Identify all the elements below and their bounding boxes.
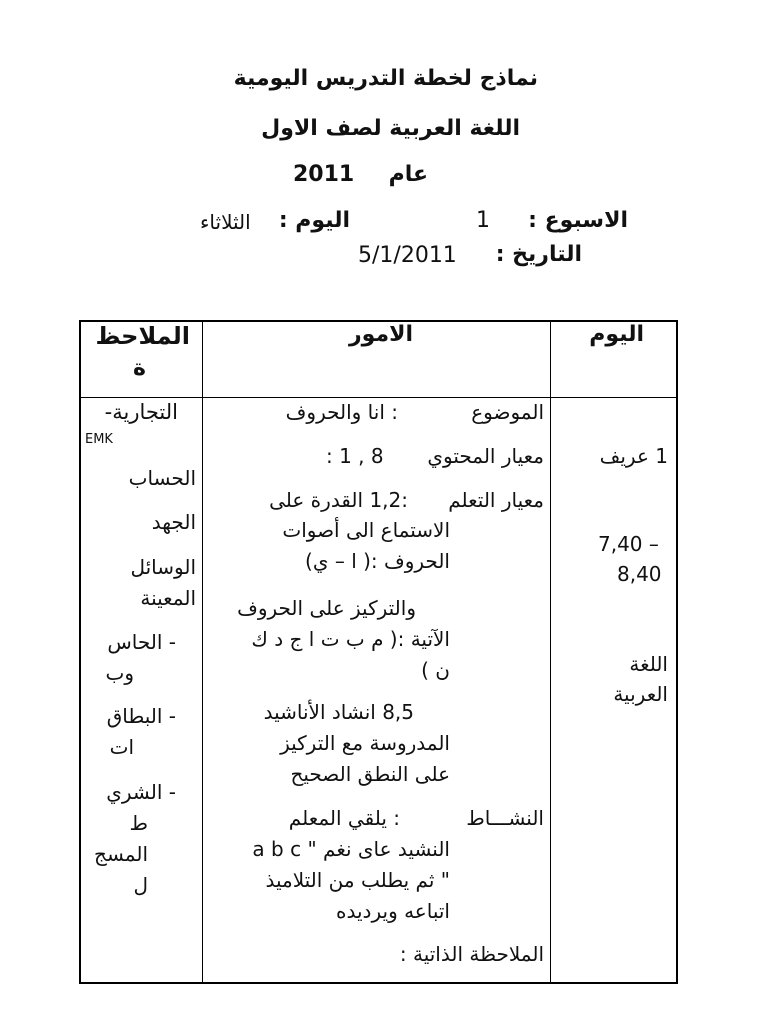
year-value: 2011 — [293, 162, 355, 187]
week-value: 1 — [476, 208, 490, 233]
day-lesson: 1 عريف — [599, 444, 668, 468]
anthem-2: المدروسة مع التركيز — [280, 731, 450, 755]
self-note: الملاحظة الذاتية : — [399, 942, 544, 966]
topic-label: الموضوع — [471, 400, 544, 424]
header-notes: الملاحظ — [95, 322, 190, 350]
topic-value: : انا والحروف — [285, 400, 398, 424]
focus-3: ن ) — [421, 658, 450, 682]
anthem-1: 8,5 انشاد الأناشيد — [263, 700, 414, 724]
content-std-label: معيار المحتوي — [427, 444, 544, 468]
activity-4: اتباعه ويرديده — [336, 899, 450, 923]
header-matters: الامور — [348, 322, 413, 347]
note-item-4-a: الوسائل — [130, 555, 196, 579]
note-item-4-b: المعينة — [140, 586, 196, 610]
day-value: الثلاثاء — [200, 210, 251, 234]
note-item-2: الحساب — [128, 466, 196, 490]
note-item-1: التجارية- — [104, 400, 178, 424]
activity-3: " ثم يطلب من التلاميذ — [265, 868, 450, 892]
year-label: عام — [388, 162, 428, 187]
anthem-3: على النطق الصحيح — [290, 762, 450, 786]
date-label: التاريخ : — [495, 242, 582, 267]
note-item-5-a: - الحاس — [107, 630, 176, 654]
learning-std-1: :1,2 القدرة على — [269, 488, 408, 512]
header-notes-cont: ة — [133, 356, 146, 381]
day-label: اليوم : — [278, 208, 350, 233]
learning-std-2: الاستماع الى أصوات — [282, 518, 450, 542]
header-day: اليوم — [589, 322, 644, 347]
note-item-6-a: - البطاق — [106, 704, 176, 728]
note-item-7-d: ل — [133, 873, 148, 897]
date-value: 5/1/2011 — [358, 243, 457, 268]
day-time-1: 7,40 – — [598, 532, 659, 556]
day-time-2: 8,40 — [617, 562, 662, 586]
page-title: نماذج لخطة التدريس اليومية — [233, 66, 538, 91]
day-subject-1: اللغة — [629, 652, 668, 676]
learning-std-label: معيار التعلم — [448, 488, 544, 512]
week-label: الاسبوع : — [528, 208, 628, 233]
subject-heading: اللغة العربية لصف الاول — [261, 116, 520, 141]
activity-label: النشـــاط — [466, 806, 544, 830]
note-item-7-b: ط — [129, 811, 148, 835]
content-std-value: : 1 , 8 — [326, 444, 384, 468]
day-subject-2: العربية — [613, 682, 668, 706]
note-item-5-b: وب — [105, 661, 134, 685]
learning-std-3: الحروف :( ا – ي) — [305, 549, 450, 573]
note-item-6-b: ات — [109, 735, 134, 759]
activity-1: : يلقي المعلم — [288, 806, 400, 830]
note-item-7-a: - الشري — [106, 780, 176, 804]
note-item-3: الجهد — [151, 510, 196, 534]
focus-1: والتركيز على الحروف — [237, 596, 416, 620]
activity-2: النشيد عاى نغم " a b c — [252, 837, 450, 861]
focus-2: الآتية :( م ب ت ا ج د ك — [251, 627, 450, 651]
note-item-1-sub: EMK — [85, 432, 113, 447]
note-item-7-c: المسج — [94, 842, 148, 866]
